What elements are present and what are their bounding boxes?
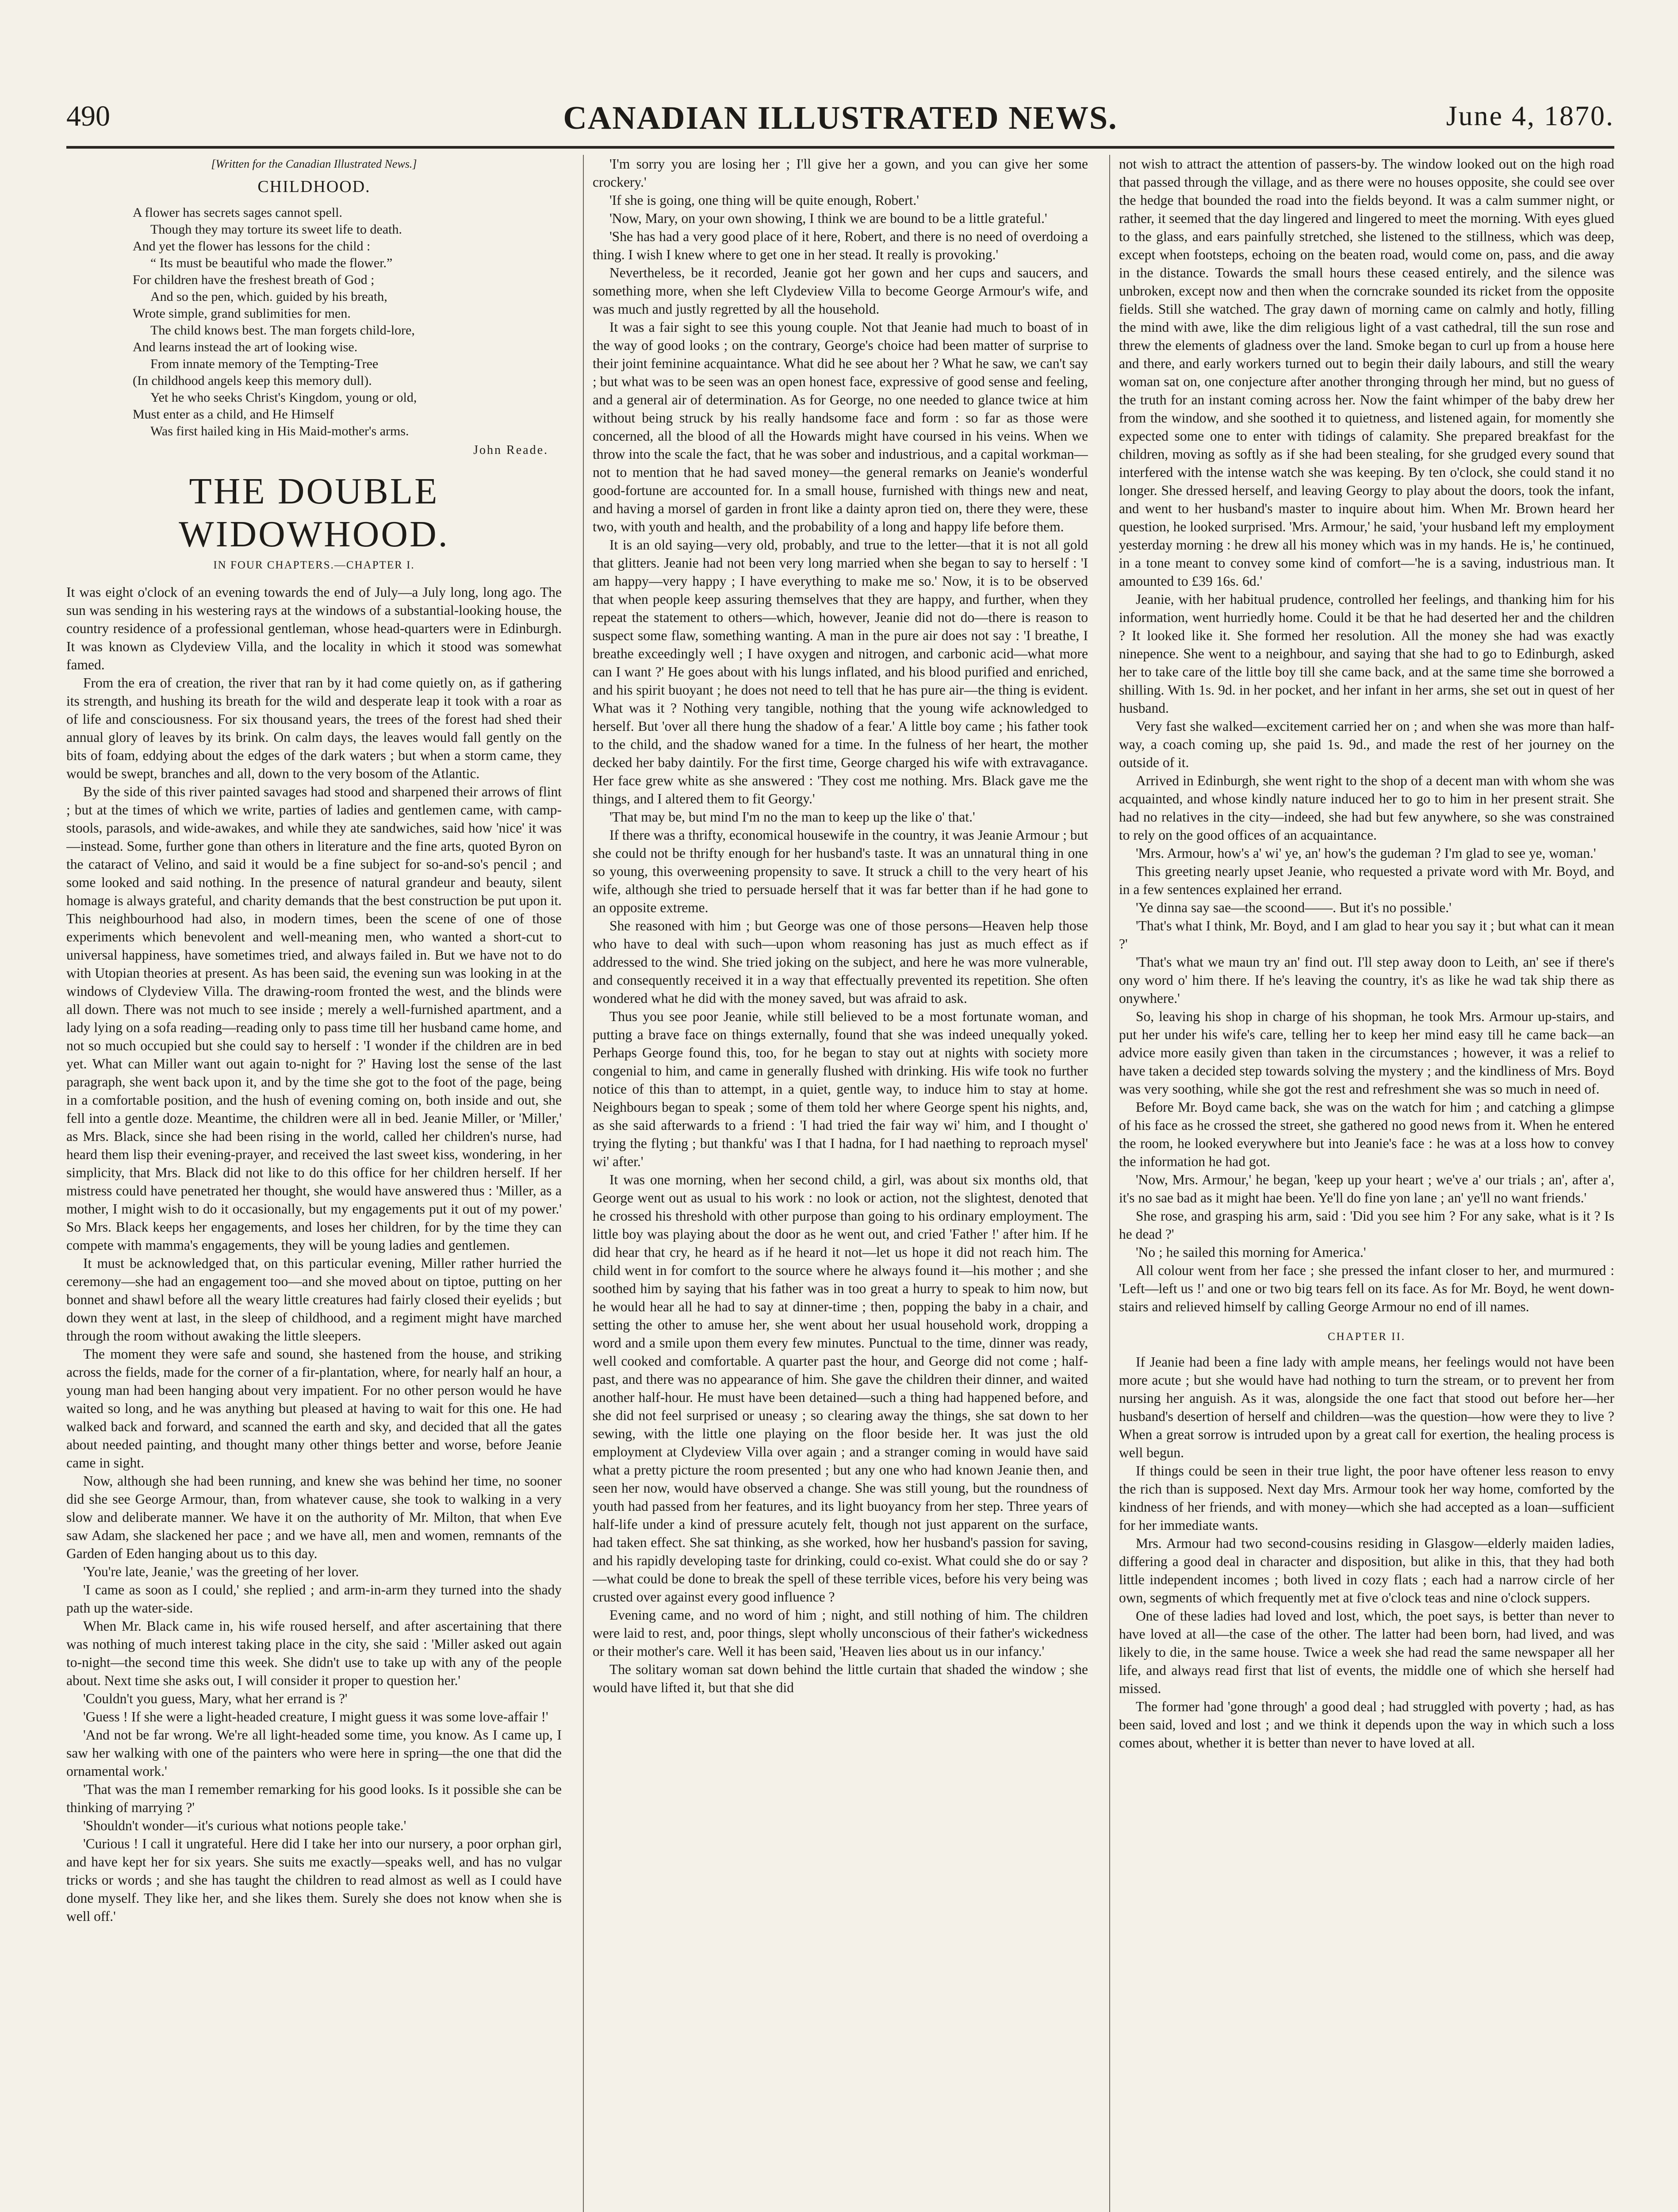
issue-date: June 4, 1870. [1446, 100, 1614, 131]
paragraph: 'Couldn't you guess, Mary, what her errand is ?' [83, 1691, 348, 1706]
paragraph: All colour went from her face ; she pressed the infant closer to her, and murmured : 'Left—left us !' and one or two big tears fell on its face. As for Mr. Boyd, he went down-stairs and relieved himself by calling George Armour no end of ill names. [1119, 1263, 1614, 1314]
paragraph: 'That's what we maun try an' find out. I'll step away doon to Leith, an' see if there's ony word o' him there. If he's leaving the country, it's as like he wad tak ship there as onywhere.' [1119, 954, 1614, 1006]
poem-line: Was first hailed king in His Maid-mother's arms. [150, 424, 409, 438]
paragraph: If things could be seen in their true light, the poor have oftener less reason to envy the rich than is supposed. Next day Mrs. Armour took her way home, comforted by the kindness of her friends, and with money—which she had accepted as a loan—sufficient for her immediate wants. [1119, 1463, 1614, 1533]
page-number: 490 [66, 100, 110, 132]
column-2 [593, 155, 1088, 2212]
paragraph: It was a fair sight to see this young couple. Not that Jeanie had much to boast of in the way of good looks ; on the contrary, George's choice had been matter of surprise to their joint feminine acquaintance. What did he see about her ? What he saw, we can't say ; but what was to be seen was an open honest face, expressive of good sense and feeling, and a general air of determination. As for George, no one needed to glance twice at him without being struck by his really handsome face and form : so far as those were concerned, all the blood of all the Howards might have coursed in his veins. When we throw into the scale the fact, that he was sober and industrious, and a capital workman—not to mention that he had saved money—the general remarks on Jeanie's wonderful good-fortune are accounted for. In a small house, furnished with things new and neat, and having a morsel of garden in front like a dainty apron tied on, there they were, these two, with youth and health, and the probability of a long and happy life before them. [593, 319, 1088, 534]
paragraph: It was eight o'clock of an evening towards the end of July—a July long, long ago. The sun was sending in his westering rays at the windows of a substantial-looking house, the country residence of a professional gentleman, whose head-quarters were in Edinburgh. It was known as Clydeview Villa, and the locality in which it stood was somewhat famed. [66, 584, 562, 672]
poem-line: And learns instead the art of looking wise. [133, 340, 358, 354]
column-3 [1119, 155, 1614, 2212]
paragraph: Nevertheless, be it recorded, Jeanie got her gown and her cups and saucers, and something more, when she left Clydeview Villa to become George Armour's wife, and was much and justly regretted by all the household. [593, 265, 1088, 317]
story-title: THE DOUBLE WIDOWHOOD. [179, 471, 449, 555]
paragraph: It is an old saying—very old, probably, and true to the letter—that it is not all gold that glitters. Jeanie had not been very long married when she began to say to herself : 'I am happy—very happy ; I have everything to make me so.' Now, it is to be observed that when people keep assuring themselves that they are happy, and further, when they repeat the statement to others—which, however, Jeanie did not do—there is reason to suspect some flaw, something wanting. A man in the pure air does not say : 'I breathe, I breathe exceedingly well ; I have oxygen and nitrogen, and carbonic acid—what more can I want ?' He goes about with his lungs inflated, and his blood purified and enriched, and his spirit buoyant ; he does not need to tell that he has pure air—the thing is evident. What was it ? Nothing very tangible, nothing that the young wife acknowledged to herself. But 'over all there hung the shadow of a fear.' A little boy came ; his father took to the child, and the shadow waned for a time. In the fulness of her heart, the mother decked her baby daintily. For the first time, George charged his wife with extravagance. Her face grew white as she answered : 'They cost me nothing. Mrs. Black gave me the things, and I altered them to fit Georgy.' [593, 537, 1088, 806]
paragraph: 'Shouldn't wonder—it's curious what notions people take.' [83, 1818, 406, 1833]
paragraph: It was one morning, when her second child, a girl, was about six months old, that George went out as usual to his work : no look or action, not the slightest, denoted that he crossed his threshold with other purpose than going to his ordinary employment. The little boy was playing about the door as he went out, and cried 'Father !' after him. If he did hear that cry, he heard as if he heard it not—let us hope it did not reach him. The child went in for comfort to the source where he always found it—his mother ; and she soothed him by saying that his father was in too great a hurry to speak to him now, but he would hear all he had to say at dinner-time ; then, popping the baby in a chair, and setting the other to amuse her, she went about her usual household work, dropping a word and a smile upon them every few minutes. Punctual to the time, dinner was ready, well cooked and comfortable. A quarter past the hour, and George did not come ; half-past, and there was no appearance of him. She gave the children their dinner, and waited another half-hour. He must have been detained—such a thing had happened before, and she did not feel surprised or uneasy ; so clearing away the things, she sat down to her sewing, with the little one playing on the floor beside her. It was just the old employment at Clydeview Villa over again ; and a stranger coming in would have said what a pretty picture the room presented ; but any one who had known Jeanie then, and seen her now, would have observed a change. She was still young, but the roundness of youth had passed from her features, and its light buoyancy from her step. Three years of half-life under a kind of pressure acutely felt, though not just apparent on the surface, had taken effect. She sat thinking, as she worked, how her husband's passion for saving, and his rapidly developing taste for drinking, could co-exist. What could she do or say ?—what could be done to break the spell of these terrible vices, before his very being was crusted over against every good influence ? [593, 1172, 1088, 1605]
paragraph: The moment they were safe and sound, she hastened from the house, and striking across the fields, made for the corner of a fir-plantation, where, for nearly half an hour, a young man had been hanging about very impatient. For no other person would he have waited so long, and he was anything but pleased at having to wait for this one. He had walked back and forward, and scanned the earth and sky, and decided that all the gates about needed painting, and thought many other things better and worse, before Jeanie came in sight. [66, 1346, 562, 1471]
poem-line: Wrote simple, grand sublimities for men. [133, 306, 351, 321]
paragraph: One of these ladies had loved and lost, which, the poet says, is better than never to have loved at all—the case of the other. The latter had been born, had lived, and was likely to die, in the same house. Twice a week she had read the same newspaper all her life, and always read first that list of events, the middle one of which she herself had missed. [1119, 1608, 1614, 1696]
paragraph: 'Now, Mrs. Armour,' he began, 'keep up your heart ; we've a' our trials ; an', after a', it's no sae bad as it might hae been. Ye'll do fine yon lane ; an' ye'll no want friends.' [1119, 1172, 1614, 1206]
paragraph: 'Guess ! If she were a light-headed creature, I might guess it was some love-affair !' [83, 1709, 548, 1724]
paragraph: The solitary woman sat down behind the little curtain that shaded the window ; she would have lifted it, but that she did [593, 1662, 1088, 1695]
poem-line: “ Its must be beautiful who made the flower.” [150, 256, 393, 270]
paragraph: So, leaving his shop in charge of his shopman, he took Mrs. Armour up-stairs, and put her under his wife's care, telling her to keep her mind easy till he came back—an advice more easily given than taken in the circumstances ; however, it was a relief to have taken a decided step towards solving the mystery ; and the kindliness of Mrs. Boyd was very soothing, while she got the rest and refreshment she was so much in need of. [1119, 1009, 1614, 1097]
paragraph: 'If she is going, one thing will be quite enough, Robert.' [609, 192, 919, 208]
paragraph: 'Curious ! I call it ungrateful. Here did I take her into our nursery, a poor orphan girl, and have kept her for six years. She suits me exactly—speaks well, and has no vulgar tricks or words ; and she has taught the children to read almost as well as I could have done myself. They like her, and she likes them. Surely she does not know when she is well off.' [66, 1836, 562, 1924]
paragraph: When Mr. Black came in, his wife roused herself, and after ascertaining that there was nothing of much interest taking place in the city, she said : 'Miller asked out again to-night—the second time this week. She didn't use to take up with any of the people about. Next time she asks out, I will consider it proper to question her.' [66, 1618, 562, 1688]
poem-line: Though they may torture its sweet life to death. [150, 222, 402, 237]
poem-line: (In childhood angels keep this memory dull). [133, 373, 372, 388]
paragraph: 'Mrs. Armour, how's a' wi' ye, an' how's the gudeman ? I'm glad to see ye, woman.' [1136, 845, 1596, 861]
paragraph: If there was a thrifty, economical housewife in the country, it was Jeanie Armour ; but she could not be thrifty enough for her husband's taste. It was an unnatural thing in one so young, this overweening propensity to save. It struck a chill to the very heart of his wife, although she tried to persuade herself that it was far better than if he had gone to an opposite extreme. [593, 827, 1088, 915]
paragraph: Very fast she walked—excitement carried her on ; and when she was more than half-way, a coach coming up, she paid 1s. 9d., and made the rest of her journey on the outside of it. [1119, 718, 1614, 770]
paragraph: She rose, and grasping his arm, said : 'Did you see him ? For any sake, what is it ? Is he dead ?' [1119, 1208, 1614, 1242]
chapter-heading: CHAPTER II. [1327, 1331, 1406, 1343]
masthead: CANADIAN ILLUSTRATED NEWS. [563, 100, 1118, 136]
paragraph: 'Now, Mary, on your own showing, I think we are bound to be a little grateful.' [609, 211, 1047, 226]
paragraph: 'No ; he sailed this morning for America.' [1136, 1244, 1366, 1260]
paragraph: 'That's what I think, Mr. Boyd, and I am glad to hear you say it ; but what can it mean ?' [1119, 918, 1614, 952]
paragraph: Before Mr. Boyd came back, she was on the watch for him ; and catching a glimpse of his face as he crossed the street, she gathered no good news from it. When he entered the room, he looked everywhere but into Jeanie's face : he was at a loss how to convey the information he had got. [1119, 1099, 1614, 1169]
poem-body [133, 204, 562, 440]
header-rule [66, 146, 1614, 149]
poem-author: John Reade. [473, 443, 548, 457]
column-divider [1109, 155, 1110, 2212]
paragraph: She reasoned with him ; but George was one of those persons—Heaven help those who have to deal with such—upon whom reasoning has just as much effect as if addressed to the wind. She tried joking on the subject, and here he was more vulnerable, and consequently received it in a way that effectually prevented its repetition. She often wondered what he did with the money saved, but was afraid to ask. [593, 918, 1088, 1006]
poem-line: For children have the freshest breath of God ; [133, 273, 375, 287]
poem-line: Must enter as a child, and He Himself [133, 407, 334, 422]
paragraph: It must be acknowledged that, on this particular evening, Miller rather hurried the ceremony—she had an engagement too—and she moved about on tiptoe, putting on her bonnet and shawl before all the weary little creatures had fairly closed their eyelids ; but down they went at last, in the sleep of childhood, and a regiment might have marched through the room without awaking the little sleepers. [66, 1256, 562, 1344]
paragraph: By the side of this river painted savages had stood and sharpened their arrows of flint ; but at the times of which we write, parties of ladies and gentlemen came, with camp-stools, parasols, and wide-awakes, and while they ate sandwiches, said how 'nice' it was—instead. Some, further gone than others in literature and the fine arts, quoted Byron on the cataract of Velino, and said it would be a fine subject for so-and-so's pencil ; and some looked and said nothing. In the presence of natural grandeur and beauty, silent homage is always grateful, and charity demands that the best construction be put upon it. This neighbourhood had also, in modern times, been the scene of one of those experiments which benevolent and well-meaning men, who wanted a short-cut to universal happiness, have sometimes tried, and always failed in. But we have not to do with Utopian theories at present. As has been said, the evening sun was looking in at the windows of Clydeview Villa. The drawing-room fronted the west, and the blinds were all down. There was not much to see inside ; merely a well-furnished apartment, and a lady lying on a sofa reading—reading only to pass time till her husband came home, and not so much occupied but she could say to herself : 'I wonder if the children are in bed yet. What can Miller want out again to-night for ?' Having lost the sense of the last paragraph, she went back upon it, and by the time she got to the foot of the page, being in a comfortable position, and the hush of evening coming on, both inside and out, she fell into a gentle doze. Meantime, the children were all in bed. Jeanie Miller, or 'Miller,' as Mrs. Black, since she had been rising in the world, called her children's nurse, had heard them lisp their evening-prayer, and received the last sweet kiss, wondering, in her simplicity, that Mrs. Black did not like to do this office for her children herself. If her mistress could have penetrated her thought, she would have answered thus : 'Miller, as a mother, I might wish to do it occasionally, but my engagements put it out of my power.' So Mrs. Black keeps her engagements, and loses her children, for by the time they can compete with mamma's engagements, they will be young ladies and gentlemen. [66, 784, 562, 1253]
paragraph: Jeanie, with her habitual prudence, controlled her feelings, and thanking him for his information, went hurriedly home. Could it be that he had deserted her and the children ? It looked like it. She formed her resolution. All the money she had was exactly ninepence. She went to a neighbour, and saying that she had to go to Edinburgh, asked her to take care of the little boy till she came back, and at the same time she borrowed a shilling. With 1s. 9d. in her pocket, and her infant in her arms, she set out in quest of her husband. [1119, 591, 1614, 716]
column-divider [583, 155, 584, 2212]
paragraph: Evening came, and no word of him ; night, and still nothing of him. The children were laid to rest, and, poor things, slept wholly unconscious of their father's wickedness or their mother's care. Well it has been said, 'Heaven lies about us in our infancy.' [593, 1607, 1088, 1659]
paragraph: The former had 'gone through' a good deal ; had struggled with poverty ; had, as has been said, loved and lost ; and we think it depends upon the way in which such a loss comes about, whether it is better than never to have loved at all. [1119, 1699, 1614, 1751]
paragraph: 'I'm sorry you are losing her ; I'll give her a gown, and you can give her some crockery.' [593, 156, 1088, 190]
poem-line: Yet he who seeks Christ's Kingdom, young or old, [150, 390, 417, 405]
paragraph: This greeting nearly upset Jeanie, who requested a private word with Mr. Boyd, and in a few sentences explained her errand. [1119, 864, 1614, 897]
paragraph: Mrs. Armour had two second-cousins residing in Glasgow—elderly maiden ladies, differing a good deal in character and disposition, but alike in this, that they had both little independent incomes ; both lived in cozy flats ; each had a narrow circle of her own, segments of which frequently met at five o'clock teas and nine o'clock suppers. [1119, 1536, 1614, 1605]
paragraph: From the era of creation, the river that ran by it had come quietly on, as if gathering its strength, and hushing its breath for the wild and desperate leap it took with a roar as of life and consciousness. For six thousand years, the trees of the forest had shed their annual glory of leaves by its brink. On calm days, the leaves would fall gently on the bits of foam, eddying about the edges of the dark waters ; but when a storm came, they would be swept, branches and all, down to the very bosom of the Atlantic. [66, 675, 562, 781]
poem-attribution: [Written for the Canadian Illustrated News.] [211, 157, 417, 170]
poem-line: And so the pen, which. guided by his breath, [150, 289, 387, 304]
paragraph: Now, although she had been running, and knew she was behind her time, no sooner did she see George Armour, than, from whatever cause, she took to walking in a very slow and deliberate manner. We have it on the authority of Mr. Milton, that when Eve saw Adam, she slackened her pace ; and we have all, men and women, remnants of the Garden of Eden hanging about us to this day. [66, 1473, 562, 1561]
poem-title: CHILDHOOD. [257, 177, 371, 196]
paragraph: not wish to attract the attention of passers-by. The window looked out on the high road that passed through the village, and as there were no houses opposite, she could see over the hedge that bounded the road into the fields beyond. It was a calm summer night, or rather, it seemed that the day lingered and lingered to meet the morning. With eyes glued to the glass, and ears painfully stretched, she listened to the stillness, which was deep, except when footsteps, echoing on the beaten road, would come on, pass, and die away in the distance. Towards the small hours these ceased entirely, and the silence was unbroken, except now and then when the corncrake sounded its ricket from the opposite fields. Still she watched. The gray dawn of morning came on calmly and hotly, filling the mind with awe, like the dim religious light of a vast cathedral, till the sun rose and threw the elements of gladness over the land. Smoke began to curl up from a house here and there, and early workers turned out to begin their daily labours, and still the weary woman sat on, one conjecture after another thronging through her mind, but no guess of the truth for an instant coming across her. Now the faint whimper of the baby drew her from the window, and she soothed it to quietness, and listened again, for momently she expected some one to enter with tidings of calamity. She prepared breakfast for the children, moving as softly as if she had been stealing, for she grudged every sound that interfered with the intense watch she was keeping. By ten o'clock, she could stand it no longer. She dressed herself, and leaving Georgy to play about the doors, took the infant, and went to her husband's master to inquire about him. When Mr. Brown heard her question, he looked surprised. 'Mrs. Armour,' he said, 'your husband left my employment yesterday morning : he drew all his money which was in my hands. He is,' he continued, in a tone meant to convey some kind of comfort—'he is a saving, industrious man. It amounted to £39 16s. 6d.' [1119, 156, 1614, 589]
page-header [66, 100, 1614, 139]
paragraph: 'Ye dinna say sae—the scoond——. But it's no possible.' [1136, 900, 1452, 915]
paragraph: 'She has had a very good place of it here, Robert, and there is no need of overdoing a thing. I wish I knew where to get one in her stead. It really is provoking.' [593, 229, 1088, 262]
story-subtitle: IN FOUR CHAPTERS.—CHAPTER I. [213, 559, 415, 571]
paragraph: 'You're late, Jeanie,' was the greeting of her lover. [83, 1564, 359, 1579]
paragraph: 'That was the man I remember remarking for his good looks. Is it possible she can be thinking of marrying ?' [66, 1782, 562, 1815]
column-1 [66, 155, 562, 2212]
paragraph: 'And not be far wrong. We're all light-headed some time, you know. As I came up, I saw her walking with one of the painters who were here in spring—the one that did the ornamental work.' [66, 1727, 562, 1779]
poem-line: The child knows best. The man forgets child-lore, [150, 323, 415, 338]
paragraph: Arrived in Edinburgh, she went right to the shop of a decent man with whom she was acquainted, and whose kindly nature induced her to go to him in her present strait. She had no relatives in the city—indeed, she had but few anywhere, so she was constrained to rely on the good offices of an acquaintance. [1119, 773, 1614, 843]
poem-line: From innate memory of the Tempting-Tree [150, 357, 379, 371]
paragraph: Thus you see poor Jeanie, while still believed to be a most fortunate woman, and putting a brave face on things externally, found that she was indeed unequally yoked. Perhaps George found this, too, for he began to stay out at nights with society more congenial to him, and came in generally flushed with drinking. His wife took no further notice of this than to attempt, in a quiet, gentle way, to induce him to stay at home. Neighbours began to speak ; some of them told her where George spent his nights, and, as she said afterwards to a friend : 'I had tried the fair way wi' him, and I thought o' trying the flyting ; but thankfu' was I that I hadna, for I had naething to reproach mysel' wi' after.' [593, 1009, 1088, 1169]
paragraph: 'That may be, but mind I'm no the man to keep up the like o' that.' [609, 809, 975, 825]
poem-line: And yet the flower has lessons for the child : [133, 239, 371, 253]
paragraph: If Jeanie had been a fine lady with ample means, her feelings would not have been more acute ; but she would have had nothing to turn the stream, or to prevent her from nursing her anguish. As it was, alongside the one fact that stood out before her—her husband's desertion of herself and children—was the question—how were they to live ? When a great sorrow is intruded upon by a great call for exertion, the healing process is well begun. [1119, 1354, 1614, 1460]
paragraph: 'I came as soon as I could,' she replied ; and arm-in-arm they turned into the shady path up the water-side. [66, 1582, 562, 1616]
poem-line: A flower has secrets sages cannot spell. [133, 205, 343, 220]
